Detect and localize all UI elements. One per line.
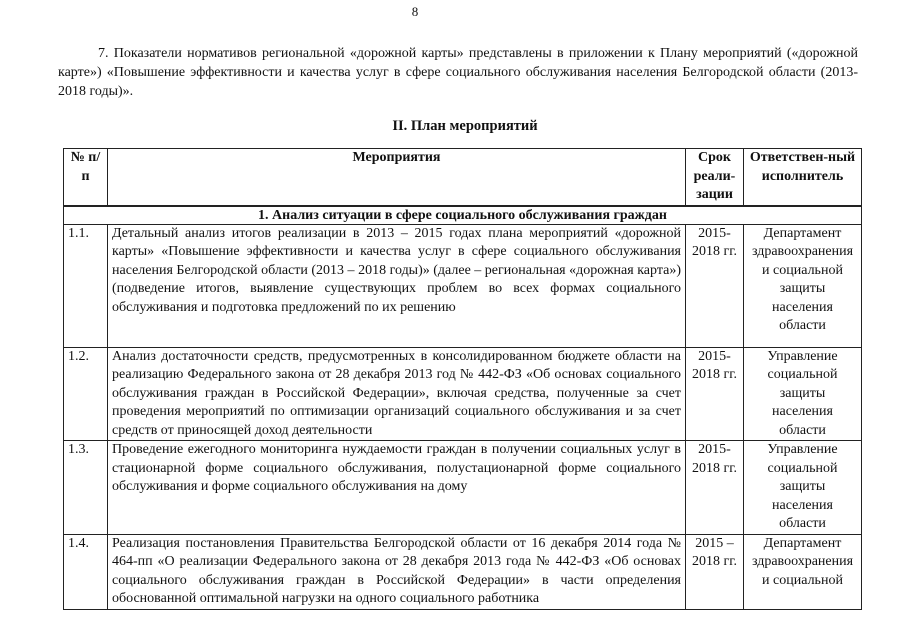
table-row bbox=[64, 224, 862, 347]
row-term: 2015-2018 гг. bbox=[686, 224, 744, 347]
row-term: 2015-2018 гг. bbox=[686, 441, 744, 535]
row-num: 1.4. bbox=[64, 534, 108, 609]
row-num: 1.1. bbox=[64, 224, 108, 347]
row-term: 2015 – 2018 гг. bbox=[686, 534, 744, 609]
header-executor: Ответствен-ный исполнитель bbox=[744, 149, 862, 206]
row-num: 1.2. bbox=[64, 347, 108, 441]
subsection-row bbox=[64, 206, 862, 225]
subsection-title: 1. Анализ ситуации в сфере социального обслуживания граждан bbox=[64, 206, 862, 225]
header-term: Срок реали-зации bbox=[686, 149, 744, 206]
row-executor: Управление социальной защиты населения области bbox=[744, 441, 862, 535]
row-activity: Анализ достаточности средств, предусмотренных в консолидированном бюджете области на реализацию Федерального закона от 28 декабря 2013 год № 442-ФЗ «Об основах социального обслуживания граждан в Российской Федерации», включая средства, полученные за счет проведения мероприятий по оптимизации организаций социального обслуживания и за счет средств от приносящей доход деятельности bbox=[108, 347, 686, 441]
row-executor: Департамент здравоохранения и социальной защиты населения области bbox=[744, 224, 862, 347]
intro-paragraph: 7. Показатели нормативов региональной «дорожной карты» представлены в приложении к Плану мероприятий («дорожной карте») «Повышение эффективности и качества услуг в сфере социального обслуживания населения Белгородской области (2013-2018 годы)». bbox=[58, 46, 858, 99]
row-executor: Департамент здравоохранения и социальной bbox=[744, 534, 862, 609]
section-heading: II. План мероприятий bbox=[392, 118, 538, 134]
plan-table bbox=[63, 148, 862, 610]
row-term: 2015-2018 гг. bbox=[686, 347, 744, 441]
row-executor: Управление социальной защиты населения области bbox=[744, 347, 862, 441]
header-activity: Мероприятия bbox=[108, 149, 686, 206]
table-row bbox=[64, 441, 862, 535]
row-num: 1.3. bbox=[64, 441, 108, 535]
page-number: 8 bbox=[411, 4, 419, 19]
table-row bbox=[64, 347, 862, 441]
row-activity: Реализация постановления Правительства Белгородской области от 16 декабря 2014 года № 464-пп «О реализации Федерального закона от 28 декабря 2013 года № 442-ФЗ «Об основах социального обслуживания граждан в Российской Федерации» в части определения обоснованной оптимальной нагрузки на одного социального работника bbox=[108, 534, 686, 609]
row-activity: Детальный анализ итогов реализации в 2013 – 2015 годах плана мероприятий «дорожной карты» «Повышение эффективности и качества услуг в сфере социального обслуживания населения Белгородской области (2013 – 2018 годы)» (далее – региональная «дорожная карта») (подведение итогов, выявление существующих проблем во всех формах социального обслуживания и подготовка предложений по их решению bbox=[108, 224, 686, 347]
table-row bbox=[64, 534, 862, 609]
header-num: № п/п bbox=[64, 149, 108, 206]
table-header-row bbox=[64, 149, 862, 206]
row-activity: Проведение ежегодного мониторинга нуждаемости граждан в получении социальных услуг в стационарной форме социального обслуживания, полустационарной форме социального обслуживания и форме социального обслуживания на дому bbox=[108, 441, 686, 535]
